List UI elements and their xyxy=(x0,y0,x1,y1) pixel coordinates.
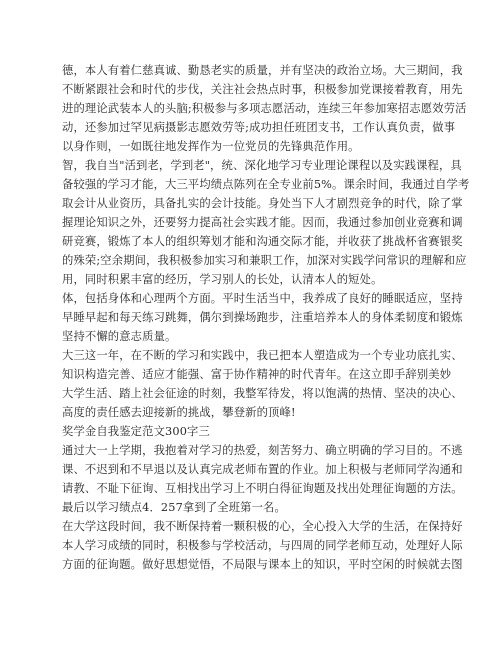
text-line: 取会计从业资历，具备扎实的会计技能。身处当下人才剧烈竞争的时代，除了掌 xyxy=(62,197,463,210)
text-line: 高度的责任感去迎接新的挑战，攀登新的顶峰! xyxy=(62,406,296,419)
text-line: 研竞赛，锻炼了本人的组织筹划才能和沟通交际才能，并收获了挑战杯省赛银奖 xyxy=(62,235,463,248)
text-line: 体，包括身体和心理两个方面。平时生活当中，我养成了良好的睡眠适应，坚持 xyxy=(62,292,463,305)
text-line: 通过大一上学期，我抱着对学习的热爱，刻苦努力、确立明确的学习目的。不逃 xyxy=(62,444,463,457)
text-line: 最后以学习绩点4．257拿到了全班第一名。 xyxy=(62,501,286,514)
section-heading: 奖学金自我鉴定范文300字三 xyxy=(62,425,210,438)
text-line: 不断紧跟社会和时代的步伐，关注社会热点时事，积极参加党课接着教育，用先 xyxy=(62,83,463,96)
text-line: 备较强的学习才能，大三平均绩点陈列在全专业前5%。课余时间，我通过自学考 xyxy=(62,178,470,191)
text-line: 本人学习成绩的同时，积极参与学校活动，与四周的同学老师互动，处理好人际 xyxy=(62,539,463,552)
text-line: 进的理论武装本人的头脑;积极参与多项志愿活动，连续三年参加寒招志愿效劳活 xyxy=(62,102,467,115)
text-line: 坚持不懈的意志质量。 xyxy=(62,330,177,343)
text-line: 智，我自当"活到老，学到老"，统、深化地学习专业理论课程以及实践课程，具 xyxy=(62,159,462,172)
text-line: 的殊荣;空余期间，我积极参加实习和兼职工作，加深对实践学问常识的理解和应 xyxy=(62,254,467,267)
text-line: 请教、不耻下征询、互相找出学习上不明白得征询题及找出处理征询题的方法。 xyxy=(62,482,463,495)
text-line: 以身作则，一如既往地发挥作为一位党员的先锋典范作用。 xyxy=(62,140,360,153)
text-line: 早睡早起和每天练习跳舞，偶尔到操场跑步，注重培养本人的身体柔韧度和锻炼 xyxy=(62,311,463,324)
text-line: 握理论知识之外，还要努力提高社会实践才能。因而，我通过参加创业竞赛和调 xyxy=(62,216,463,229)
text-line: 动，还参加过罕见病摄影志愿效劳等;成功担任班团支书，工作认真负责，做事 xyxy=(62,121,456,134)
text-line: 大三这一年，在不断的学习和实践中，我已把本人塑造成为一个专业功底扎实、 xyxy=(62,349,463,362)
text-line: 方面的征询题。做好思想觉悟，不局限与课本上的知识，平时空闲的时候就去图 xyxy=(62,558,463,571)
text-line: 知识构造完善、适应才能强、富于协作精神的时代青年。在这立即手辞别美妙 xyxy=(62,368,452,381)
text-line: 在大学这段时间，我不断保持着一颗积极的心，全心投入大学的生活，在保持好 xyxy=(62,520,463,533)
text-line: 课、不迟到和不早退以及认真完成老师布置的作业。加上积极与老师同学沟通和 xyxy=(62,463,463,476)
text-line: 德，本人有着仁慈真诚、勤恳老实的质量，并有坚决的政治立场。大三期间，我 xyxy=(62,64,463,77)
text-line: 大学生活、踏上社会征途的时刻，我整军待发，将以饱满的热情、坚决的决心、 xyxy=(62,387,463,400)
text-line: 用，同时积累丰富的经历，学习别人的长处，认清本人的短处。 xyxy=(62,273,383,286)
